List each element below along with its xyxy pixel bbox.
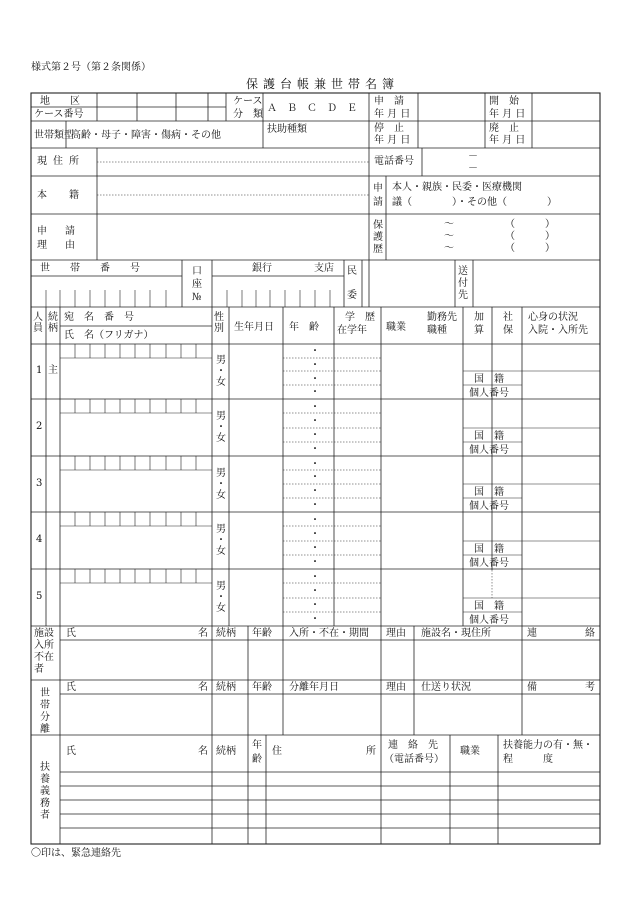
my-number-label: 個人番号 xyxy=(469,388,509,399)
support-col-age-2: 齢 xyxy=(252,754,262,765)
aid-type-label: 扶助種類 xyxy=(267,124,307,135)
age-dot: ・ xyxy=(310,459,320,470)
col-people: 人員 xyxy=(33,312,43,334)
col-workplace: 勤務先 xyxy=(427,312,457,323)
phone-label: 電話番号 xyxy=(374,156,414,167)
age-dot: ・ xyxy=(310,430,320,441)
applicant-options-1: 本人・親族・民委・医療機関 xyxy=(392,182,522,193)
case-class-label-2: 分 類 xyxy=(233,109,263,120)
support-col-address: 住 xyxy=(272,746,282,757)
member-number: 2 xyxy=(36,421,43,432)
absent-col-contact: 連 xyxy=(527,628,537,639)
age-dot: ・ xyxy=(310,416,320,427)
separation-col-reason: 理由 xyxy=(386,682,406,693)
member-number: 3 xyxy=(36,478,43,489)
address-label: 現住所 xyxy=(37,156,85,167)
my-number-label: 個人番号 xyxy=(469,501,509,512)
household-number-label: 世 帯 番 号 xyxy=(40,263,140,274)
absent-col-period: 入所・不在・期間 xyxy=(289,628,369,639)
age-dot: ・ xyxy=(310,515,320,526)
applicant-options-2: 議（ ）・その他（ ） xyxy=(392,197,557,208)
gender-sep: ・ xyxy=(216,479,226,490)
area-label: 地 区 xyxy=(40,96,80,107)
age-dot: ・ xyxy=(310,472,320,483)
applicant-label-2: 請 xyxy=(373,197,383,208)
age-dot: ・ xyxy=(310,572,320,583)
separation-col-status: 仕送り状況 xyxy=(421,682,471,693)
case-class-label: ケース xyxy=(233,96,263,107)
history-period: （ ） xyxy=(505,243,555,254)
household-type-options: 高齢・母子・障害・傷病・その他 xyxy=(71,130,221,141)
separation-side-label: 世帯分離 xyxy=(40,688,50,735)
history-label-2: 護 xyxy=(373,232,383,243)
age-dot: ・ xyxy=(310,374,320,385)
support-col-address-2: 所 xyxy=(366,746,376,757)
account-label-1: 口 xyxy=(192,266,202,277)
absent-col-age: 年齢 xyxy=(252,628,272,639)
col-social-insurance-2: 保 xyxy=(503,325,513,336)
welfare-commissioner-label: 民 xyxy=(347,266,357,277)
age-dot: ・ xyxy=(310,557,320,568)
col-name-furigana: 氏 名（フリガナ） xyxy=(64,330,154,341)
absent-col-reason: 理由 xyxy=(386,628,406,639)
gender-sep: ・ xyxy=(216,422,226,433)
separation-col-note-2: 考 xyxy=(585,682,595,693)
separation-col-date: 分離年月日 xyxy=(289,682,339,693)
separation-col-name-2: 名 xyxy=(198,682,208,693)
member-number: 1 xyxy=(36,365,43,376)
send-to-label-2: 付 xyxy=(458,278,468,289)
age-dot: ・ xyxy=(310,387,320,398)
absent-col-relation: 続柄 xyxy=(216,628,236,639)
support-side-label: 扶養義務者 xyxy=(40,762,50,821)
case-class-values: Ａ Ｂ Ｃ Ｄ Ｅ xyxy=(267,103,357,114)
support-col-age: 年 xyxy=(252,740,262,751)
age-dot: ・ xyxy=(310,500,320,511)
support-col-ability-2: 程 度 xyxy=(503,754,553,765)
support-col-contact-phone: （電話番号） xyxy=(384,754,444,765)
phone-dash-2: － xyxy=(468,163,478,174)
gender-female: 女 xyxy=(216,433,226,444)
household-type-label: 世帯類型 xyxy=(34,130,74,141)
age-dot: ・ xyxy=(310,543,320,554)
age-dot: ・ xyxy=(310,402,320,413)
col-relation: 続柄 xyxy=(48,312,58,334)
col-occupation: 職業 xyxy=(386,322,406,333)
separation-col-name: 氏 xyxy=(66,682,76,693)
welfare-commissioner-label-2: 委 xyxy=(347,290,357,301)
history-label-3: 歴 xyxy=(373,244,383,255)
col-social-insurance: 社 xyxy=(503,312,513,323)
account-label-3: № xyxy=(192,292,202,303)
history-tilde: ～ xyxy=(444,231,454,242)
abolish-date-label: 廃 止 xyxy=(489,123,519,134)
my-number-label: 個人番号 xyxy=(469,558,509,569)
gender-female: 女 xyxy=(216,603,226,614)
col-grade: 在学年 xyxy=(337,325,367,336)
gender-sep: ・ xyxy=(216,366,226,377)
member-number: 5 xyxy=(36,591,43,602)
age-dot: ・ xyxy=(310,346,320,357)
stop-date-label-2: 年 月 日 xyxy=(374,135,411,146)
age-dot: ・ xyxy=(310,529,320,540)
branch-label: 支店 xyxy=(314,263,334,274)
history-label-1: 保 xyxy=(373,220,383,231)
gender-male: 男 xyxy=(216,581,226,592)
nationality-label: 国 籍 xyxy=(474,544,504,555)
col-education: 学 歴 xyxy=(345,312,375,323)
history-period: （ ） xyxy=(505,219,555,230)
age-dot: ・ xyxy=(310,444,320,455)
gender-female: 女 xyxy=(216,377,226,388)
bank-label: 銀行 xyxy=(252,263,272,274)
absent-col-name: 氏 xyxy=(66,628,76,639)
absent-side-label: 施設入所不在者 xyxy=(34,628,54,675)
honseki-label: 本 籍 xyxy=(37,190,85,201)
separation-col-age: 年齢 xyxy=(252,682,272,693)
col-address-number: 宛 名 番 号 xyxy=(64,312,134,323)
my-number-label: 個人番号 xyxy=(469,445,509,456)
support-col-name: 氏 xyxy=(66,746,76,757)
absent-col-name-2: 名 xyxy=(198,628,208,639)
gender-male: 男 xyxy=(216,411,226,422)
history-tilde: ～ xyxy=(444,243,454,254)
nationality-label: 国 籍 xyxy=(474,487,504,498)
col-job-type: 職種 xyxy=(427,325,447,336)
separation-col-note: 備 xyxy=(527,682,537,693)
col-hospital: 入院・入所先 xyxy=(528,325,588,336)
age-dot: ・ xyxy=(310,586,320,597)
form-number: 様式第２号（第２条関係） xyxy=(31,62,151,73)
gender-sep: ・ xyxy=(216,535,226,546)
gender-sep: ・ xyxy=(216,592,226,603)
col-addition: 加 xyxy=(474,312,484,323)
account-label-2: 座 xyxy=(192,279,202,290)
col-age: 年齢 xyxy=(289,322,329,333)
col-addition-2: 算 xyxy=(474,325,484,336)
start-date-label-2: 年 月 日 xyxy=(489,109,526,120)
gender-female: 女 xyxy=(216,546,226,557)
apply-date-label: 申 請 xyxy=(374,96,404,107)
support-col-job: 職業 xyxy=(460,746,480,757)
reason-label-2: 理 由 xyxy=(37,240,79,251)
separation-col-relation: 続柄 xyxy=(216,682,236,693)
support-col-ability: 扶養能力の有・無・ xyxy=(503,740,593,751)
footer-note: 〇印は、緊急連絡先 xyxy=(31,848,121,859)
my-number-label: 個人番号 xyxy=(469,615,509,626)
age-dot: ・ xyxy=(310,600,320,611)
support-col-contact: 連 絡 先 xyxy=(388,740,438,751)
age-dot: ・ xyxy=(310,360,320,371)
age-dot: ・ xyxy=(310,614,320,625)
case-number-label: ケース番号 xyxy=(34,109,84,120)
absent-col-contact-2: 絡 xyxy=(585,628,595,639)
send-to-label-3: 先 xyxy=(458,290,468,301)
stop-date-label: 停 止 xyxy=(374,123,404,134)
start-date-label: 開 始 xyxy=(489,96,519,107)
send-to-label-1: 送 xyxy=(458,266,468,277)
reason-label: 申 請 xyxy=(37,226,79,237)
applicant-label-1: 申 xyxy=(373,183,383,194)
nationality-label: 国 籍 xyxy=(474,431,504,442)
member-number: 4 xyxy=(36,534,43,545)
support-col-relation: 続柄 xyxy=(216,746,236,757)
col-gender: 性別 xyxy=(214,312,224,334)
support-col-name-2: 名 xyxy=(198,746,208,757)
nationality-label: 国 籍 xyxy=(474,601,504,612)
col-physical-state: 心身の状況 xyxy=(528,312,578,323)
apply-date-label-2: 年 月 日 xyxy=(374,109,411,120)
abolish-date-label-2: 年 月 日 xyxy=(489,135,526,146)
nationality-label: 国 籍 xyxy=(474,374,504,385)
col-birthdate: 生年月日 xyxy=(234,322,274,333)
history-period: （ ） xyxy=(505,231,555,242)
gender-male: 男 xyxy=(216,468,226,479)
gender-male: 男 xyxy=(216,524,226,535)
phone-dash-1: － xyxy=(468,151,478,162)
age-dot: ・ xyxy=(310,486,320,497)
absent-col-facility: 施設名・現住所 xyxy=(421,628,491,639)
form-title: 保護台帳兼世帯名簿 xyxy=(246,77,400,91)
history-tilde: ～ xyxy=(444,219,454,230)
gender-male: 男 xyxy=(216,355,226,366)
member-relation: 主 xyxy=(48,365,58,376)
gender-female: 女 xyxy=(216,490,226,501)
